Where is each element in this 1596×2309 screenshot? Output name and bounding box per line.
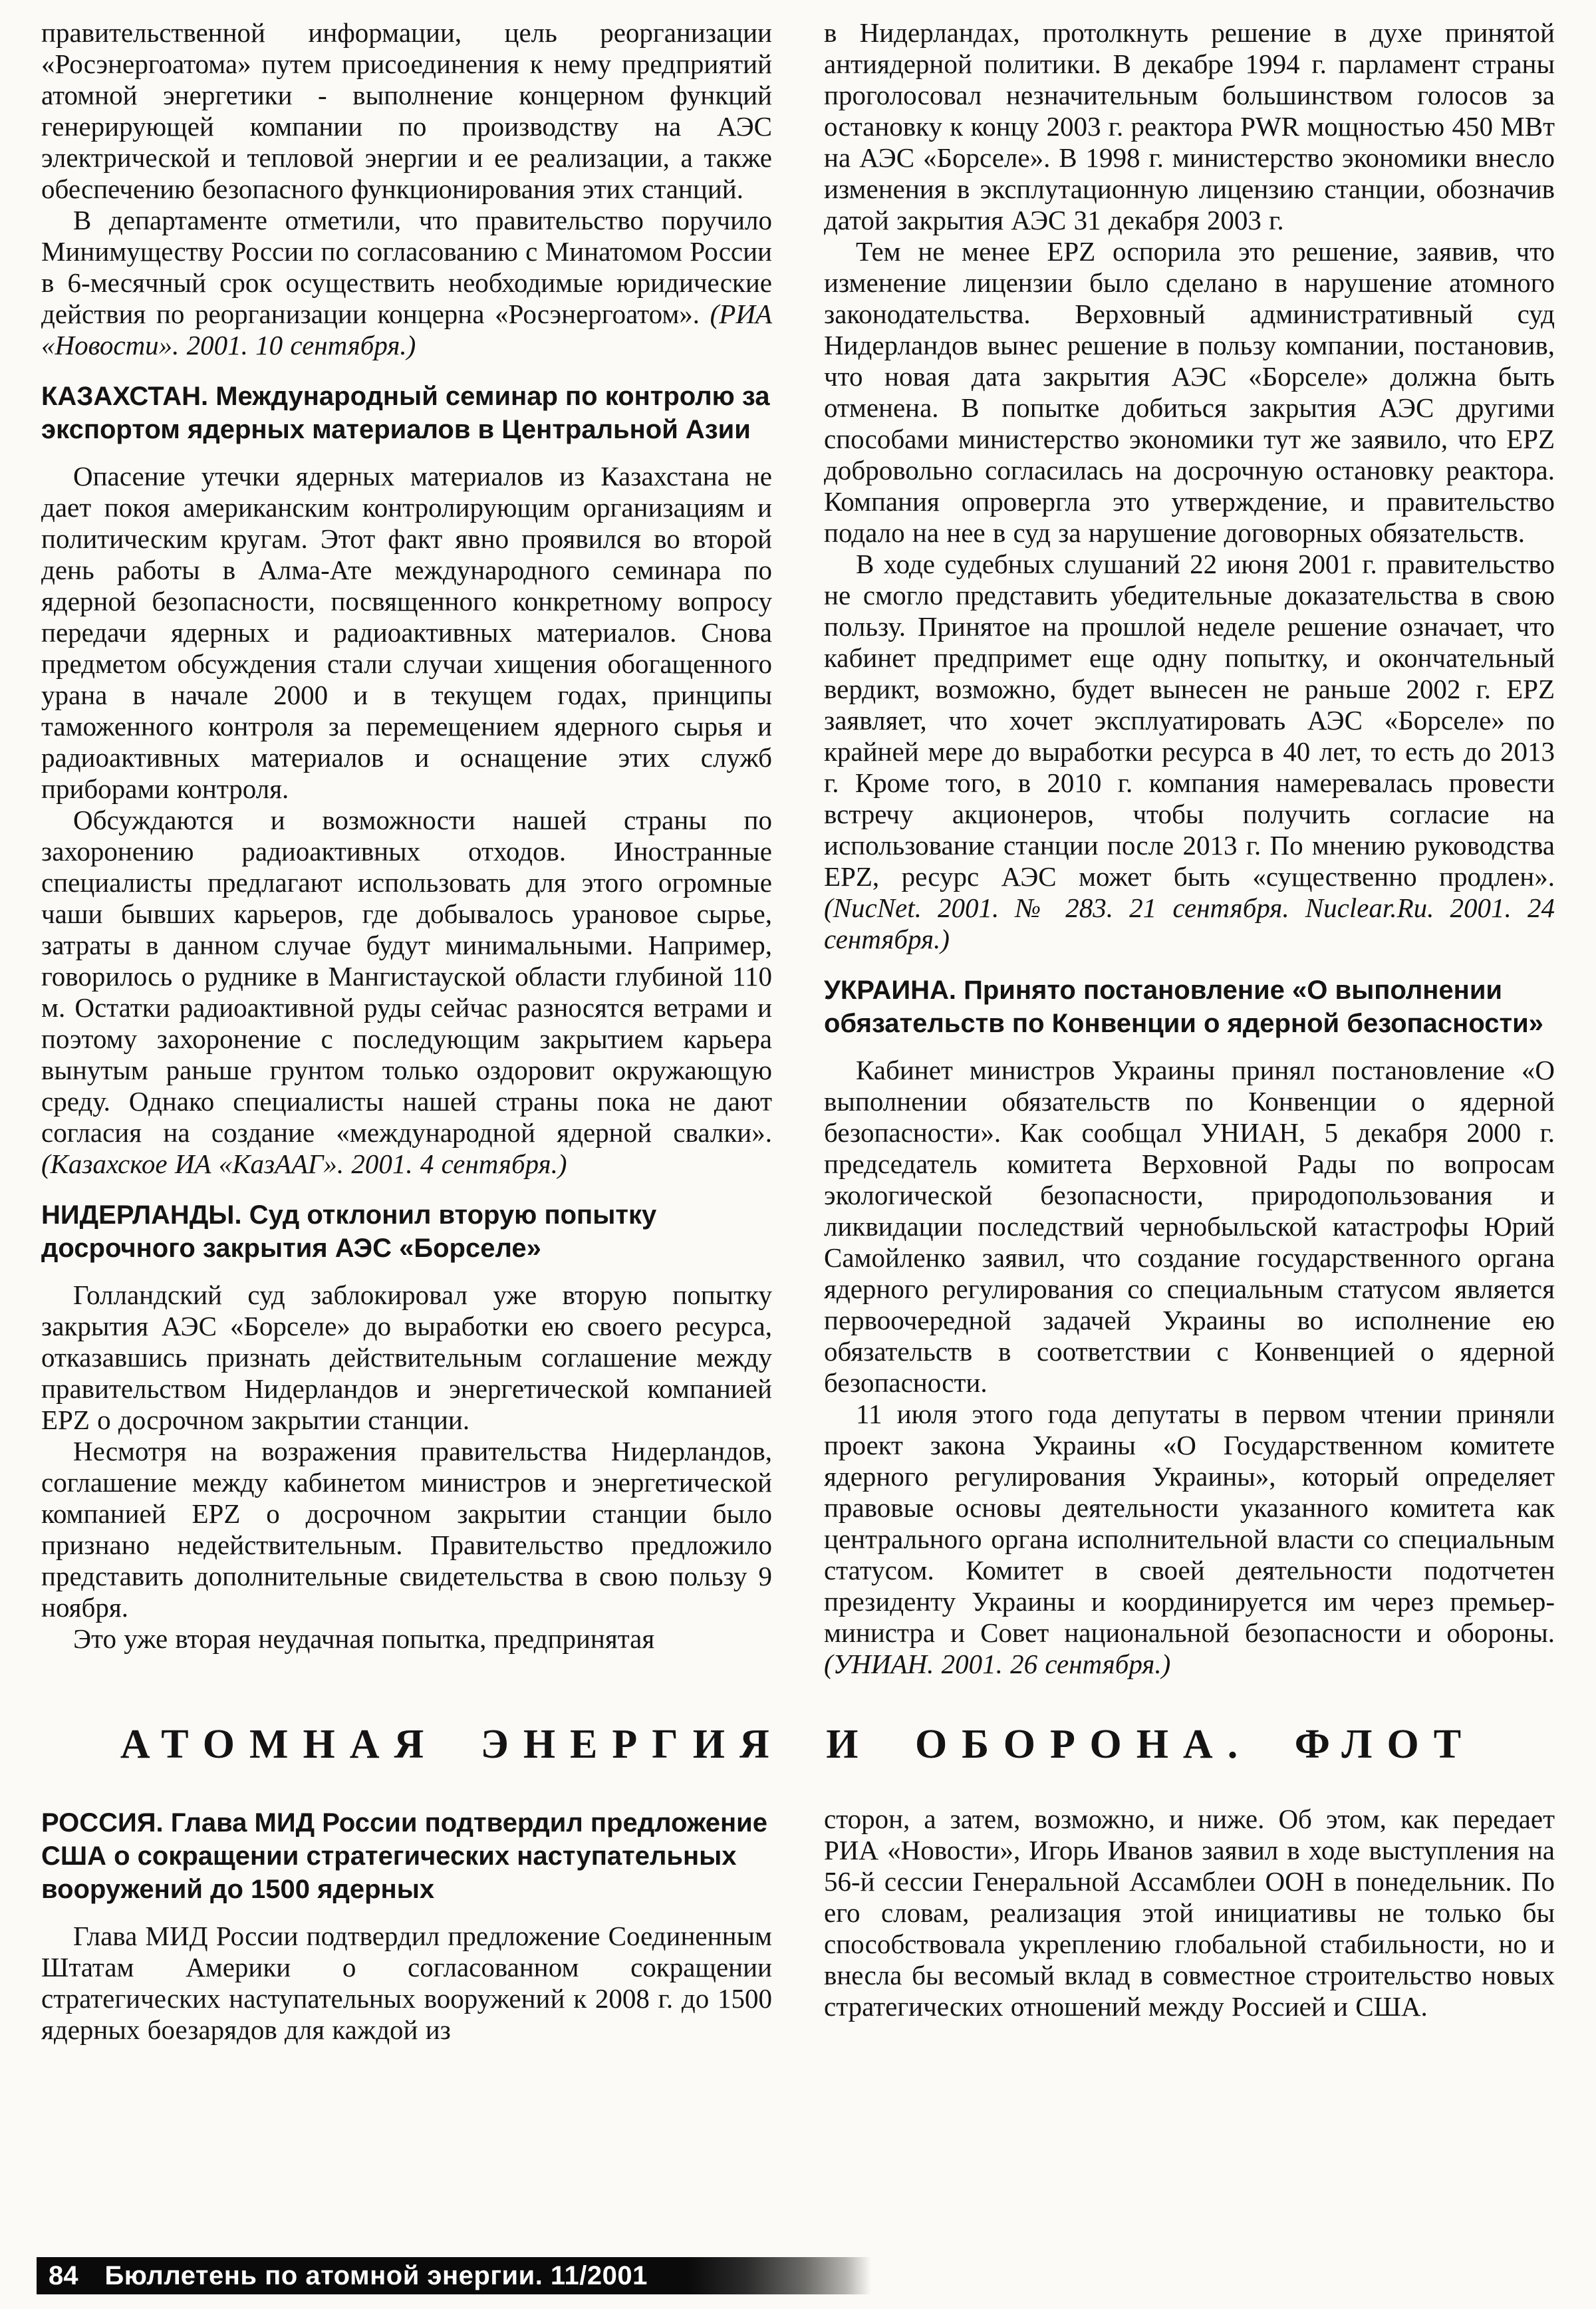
article-heading: НИДЕРЛАНДЫ. Суд отклонил вторую попытку досрочного закрытия АЭС «Борселе»	[41, 1200, 657, 1263]
paragraph	[41, 205, 772, 361]
article-heading: РОССИЯ. Глава МИД России подтвердил предложение США о сокращении стратегических наступательных вооружений до 1500 ядерных	[41, 1808, 767, 1904]
bottom-section	[41, 1804, 1555, 2046]
footer-bar	[37, 2257, 871, 2294]
paragraph-text: Голландский суд заблокировал уже вторую попытку закрытия АЭС «Борселе» до выработки ею своего ресурса, отказавшись признать действительным соглашение между правительством Нидерландов и энергетической компанией EPZ о досрочном закрытии станции.	[41, 1280, 772, 1435]
paragraph-text: В департаменте отметили, что правительство поручило Минимуществу России по согласованию с Минатомом России в 6-месячный срок осуществить необходимые юридические действия по реорганизации концерна «Росэнергоатом».	[41, 205, 772, 329]
paragraph-text: 11 июля этого года депутаты в первом чтении приняли проект закона Украины «О Государственном комитете ядерного регулирования Украины», который определяет правовые основы деятельности указанного комитета как центрального органа исполнительной власти со специальным статусом. Комитет в своей деятельности подотчетен президенту Украины и координируется им через премьер-министра и Совет национальной безопасности и обороны.	[824, 1399, 1555, 1648]
paragraph	[41, 17, 772, 205]
paragraph-text: В ходе судебных слушаний 22 июня 2001 г. правительство не смогло представить убедительные доказательства в свою пользу. Принятое на прошлой неделе решение означает, что кабинет предпримет еще одну попытку, и окончательный вердикт, возможно, будет вынесен не раньше 2002 г. EPZ заявляет, что хочет эксплуатировать АЭС «Борселе» по крайней мере до выработки ресурса в 40 лет, то есть до 2013 г. Кроме того, в 2010 г. компания намеревалась провести встречу акционеров, чтобы получить согласие на использование станции после 2013 г. По мнению руководства EPZ, ресурс АЭС может быть «существенно продлен».	[824, 549, 1555, 892]
right-column-bottom	[824, 1804, 1555, 2046]
page-number: 84	[49, 2260, 78, 2290]
paragraph-text: сторон, а затем, возможно, и ниже. Об этом, как передает РИА «Новости», Игорь Иванов заявил в ходе выступления на 56-й сессии Генеральной Ассамблеи ООН в понедельник. По его словам, реализация этой инициативы не только бы способствовала укреплению глобальной стабильности, но и внесла бы весомый вклад в совместное строительство новых стратегических отношений между Россией и США.	[824, 1804, 1555, 2022]
paragraph	[41, 1921, 772, 2046]
paragraph	[824, 549, 1555, 955]
paragraph	[41, 461, 772, 805]
paragraph-text: Несмотря на возражения правительства Нидерландов, соглашение между кабинетом министров и энергетической компанией EPZ о досрочном закрытии станции было признано недействительным. Правительство предложило представить дополнительные свидетельства в свою пользу 9 ноября.	[41, 1436, 772, 1623]
left-column	[41, 17, 772, 1680]
right-column	[824, 17, 1555, 1680]
paragraph-text: правительственной информации, цель реорганизации «Росэнергоатома» путем присоединения к нему предприятий атомной энергетики - выполнение концерном функций генерирующей компании по производству на АЭС электрической и тепловой энергии и ее реализации, а также обеспечению безопасного функционирования этих станций.	[41, 17, 772, 204]
article-heading: УКРАИНА. Принято постановление «О выполнении обязательств по Конвенции о ядерной безопасности»	[824, 976, 1543, 1038]
paragraph-text: Кабинет министров Украины принял постановление «О выполнении обязательств по Конвенции о ядерной безопасности». Как сообщал УНИАН, 5 декабря 2000 г. председатель комитета Верховной Рады по вопросам экологической безопасности, природопользования и ликвидации последствий чернобыльской катастрофы Юрий Самойленко заявил, что создание государственного органа ядерного регулирования со специальным статусом является первоочередной задачей Украины во исполнение ею обязательств в соответствии с Конвенцией о ядерной безопасности.	[824, 1055, 1555, 1398]
source-citation: (УНИАН. 2001. 26 сентября.)	[824, 1649, 1171, 1679]
paragraph	[41, 1436, 772, 1623]
paragraph	[824, 1055, 1555, 1399]
top-section	[41, 17, 1555, 1680]
paragraph	[41, 1280, 772, 1436]
paragraph-text: Глава МИД России подтвердил предложение Соединенным Штатам Америки о согласованном сокращении стратегических наступательных вооружений к 2008 г. до 1500 ядерных боезарядов для каждой из	[41, 1921, 772, 2045]
paragraph	[824, 1399, 1555, 1680]
paragraph	[824, 17, 1555, 236]
paragraph-text: Обсуждаются и возможности нашей страны по захоронению радиоактивных отходов. Иностранные специалисты предлагают использовать для этого огромные чаши бывших карьеров, где добывалось урановое сырье, затраты в данном случае будут минимальными. Например, говорилось о руднике в Мангистауской области глубиной 110 м. Остатки радиоактивной руды сейчас разносятся ветрами и поэтому захоронение с последующим закрытием карьера вынутым раньше грунтом только оздоровит окружающую среду. Однако специалисты нашей страны пока не дают согласия на создание «международной ядерной свалки».	[41, 805, 772, 1148]
source-citation: (NucNet. 2001. № 283. 21 сентября. Nuclear.Ru. 2001. 24 сентября.)	[824, 892, 1555, 954]
paragraph	[824, 1804, 1555, 2022]
paragraph	[41, 805, 772, 1180]
footer-title: Бюллетень по атомной энергии. 11/2001	[104, 2260, 648, 2290]
left-column-bottom	[41, 1804, 772, 2046]
paragraph	[824, 236, 1555, 549]
section-banner-title: АТОМНАЯ ЭНЕРГИЯ И ОБОРОНА. ФЛОТ	[120, 1722, 1476, 1767]
article-heading: КАЗАХСТАН. Международный семинар по контролю за экспортом ядерных материалов в Центральной Азии	[41, 382, 770, 444]
source-citation: (РИА «Новости». 2001. 10 сентября.)	[41, 299, 773, 360]
paragraph	[41, 1623, 772, 1655]
paragraph-text: Тем не менее EPZ оспорила это решение, заявив, что изменение лицензии было сделано в нарушение атомного законодательства. Верховный административный суд Нидерландов вынес решение в пользу компании, постановив, что новая дата закрытия АЭС «Борселе» должна быть отменена. В попытке добиться закрытия АЭС другими способами министерство экономики тут же заявило, что EPZ добровольно согласилась на досрочную остановку реактора. Компания опровергла это утверждение, и правительство подало на нее в суд за нарушение договорных обязательств.	[824, 236, 1555, 548]
source-citation: (Казахское ИА «КазААГ». 2001. 4 сентября.)	[41, 1149, 567, 1179]
paragraph-text: Опасение утечки ядерных материалов из Казахстана не дает покоя американским контролирующим организациям и политическим кругам. Этот факт явно проявился во второй день работы в Алма-Ате международного семинара по ядерной безопасности, посвященного конкретному вопросу передачи ядерных и радиоактивных материалов. Снова предметом обсуждения стали случаи хищения обогащенного урана в начале 2000 и в текущем годах, принципы таможенного контроля за перемещением ядерного сырья и радиоактивных материалов и оснащение этих служб приборами контроля.	[41, 461, 772, 804]
paragraph-text: в Нидерландах, протолкнуть решение в духе принятой антиядерной политики. В декабре 1994 г. парламент страны проголосовал незначительным большинством голосов за остановку к концу 2003 г. реактора PWR мощностью 450 МВт на АЭС «Борселе». В 1998 г. министерство экономики внесло изменения в эксплутационную лицензию станции, обозначив датой закрытия АЭС 31 декабря 2003 г.	[824, 17, 1555, 235]
paragraph-text: Это уже вторая неудачная попытка, предпринятая	[73, 1623, 655, 1654]
